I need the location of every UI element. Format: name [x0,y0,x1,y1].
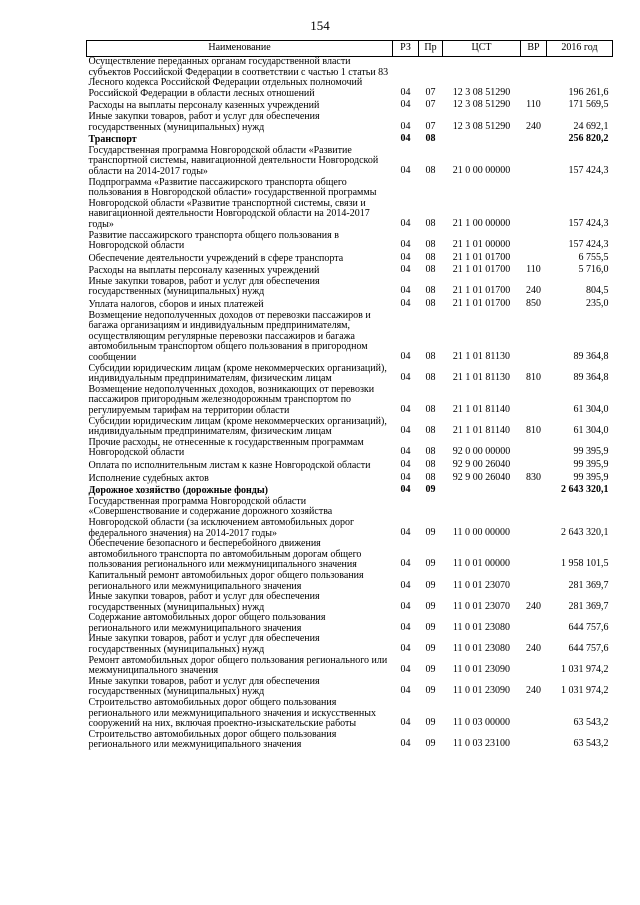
row-rz-cell: 04 [400,484,411,496]
table-row [87,364,613,385]
row-rz-cell: 04 [400,685,411,697]
row-rz-cell: 04 [400,86,411,98]
row-cst-cell: 11 0 01 23080 [452,643,511,655]
row-pr-cell: 09 [425,579,436,591]
row-vr-cell [521,730,547,751]
row-cst-cell: 11 0 01 23090 [452,685,511,697]
row-cst-cell: 21 1 01 01700 [452,285,511,297]
row-rz-cell: 04 [400,404,411,415]
row-pr-cell: 08 [425,298,436,310]
row-cst-cell: 11 0 01 23090 [452,664,511,676]
table-row [87,133,613,146]
row-vr-cell [521,133,547,146]
row-name-cell: Транспорт [88,134,137,146]
row-rz-cell: 04 [400,446,411,458]
row-amount-cell: 644 757,6 [568,621,609,633]
row-rz-cell: 04 [400,738,411,750]
row-name-cell: Расходы на выплаты персоналу казенных учреждений [88,100,320,112]
row-name-cell: Обеспечение безопасного и бесперебойного движения автомобильного транспорта по автомобильным дорогам общего пользования регионального или межмуниципального значения [88,538,362,571]
row-name-cell: Оплата по исполнительным листам к казне Новгородской области [88,459,371,471]
row-amount-cell: 157 424,3 [568,217,609,229]
table-body [87,57,613,752]
row-name-cell: Субсидии юридическим лицам (кроме некоммерческих организаций), индивидуальным предпринимателям, физическим лицам [88,415,387,438]
row-name-cell: Иные закупки товаров, работ и услуг для обеспечения государственных (муниципальных) нужд [88,675,320,698]
row-amount-cell: 804,5 [586,285,609,297]
page-number: 154 [310,18,330,33]
row-pr-cell: 09 [425,717,436,729]
row-vr-cell: 240 [526,643,541,655]
row-vr-cell: 240 [526,600,541,612]
row-cst-cell: 11 0 01 23070 [452,600,511,612]
row-amount-cell: 61 304,0 [573,425,609,437]
row-amount-cell: 281 369,7 [568,579,609,591]
row-cst-cell: 21 1 00 00000 [452,217,511,229]
row-pr-cell: 08 [425,446,436,458]
row-amount-cell: 99 395,9 [573,471,609,483]
row-cst-cell: 11 0 01 23080 [452,621,511,633]
row-amount-cell: 157 424,3 [568,239,609,251]
row-cst-cell: 11 0 03 23100 [452,738,511,750]
row-pr-cell: 09 [425,738,436,750]
row-amount-cell: 6 755,5 [578,251,609,263]
row-rz-cell: 04 [400,579,411,591]
table-row [87,252,613,265]
row-amount-cell: 171 569,5 [568,99,609,111]
row-pr-cell: 08 [425,264,436,276]
row-rz-cell: 04 [400,526,411,538]
row-vr-cell [521,178,547,231]
row-vr-cell [521,459,547,472]
row-pr-cell: 08 [425,164,436,176]
table-row [87,634,613,655]
row-name-cell: Иные закупки товаров, работ и услуг для обеспечения государственных (муниципальных) нужд [88,110,320,133]
table-row [87,57,613,100]
table-row [87,417,613,438]
row-cst-cell: 11 0 01 23070 [452,579,511,591]
row-pr-cell: 08 [425,239,436,251]
row-amount-cell: 1 031 974,2 [561,685,609,697]
row-pr-cell: 09 [425,484,436,496]
row-pr-cell: 08 [425,251,436,263]
row-amount-cell: 281 369,7 [568,600,609,612]
row-amount-cell: 644 757,6 [568,643,609,655]
row-rz-cell: 04 [400,621,411,633]
row-amount-cell: 63 543,2 [573,717,609,729]
table-row [87,112,613,133]
row-name-cell: Исполнение судебных актов [88,472,209,484]
row-rz-cell: 04 [400,717,411,729]
table-row [87,497,613,539]
row-amount-cell: 89 364,8 [573,372,609,384]
row-cst-cell: 21 1 01 01700 [452,251,511,263]
table-row [87,592,613,613]
row-pr-cell: 09 [425,664,436,676]
row-name-cell: Ремонт автомобильных дорог общего пользования регионального или межмуниципального значения [88,654,388,677]
row-cst-cell [443,133,521,146]
row-pr-cell: 09 [425,643,436,655]
row-pr-cell: 08 [425,351,436,363]
row-amount-cell: 2 643 320,1 [561,484,609,496]
row-pr-cell: 08 [425,471,436,483]
row-vr-cell [521,497,547,539]
row-vr-cell [521,571,547,592]
row-rz-cell: 04 [400,298,411,310]
row-cst-cell: 11 0 01 00000 [452,558,511,570]
row-name-cell: Субсидии юридическим лицам (кроме некоммерческих организаций), индивидуальным предпринимателям, физическим лицам [88,362,387,385]
row-cst-cell: 21 0 00 00000 [452,164,511,176]
table-header-row [87,41,613,57]
table-row [87,264,613,277]
row-pr-cell: 07 [425,120,436,132]
row-pr-cell: 09 [425,621,436,633]
row-rz-cell: 04 [400,471,411,483]
row-amount-cell: 99 395,9 [573,446,609,458]
row-vr-cell: 240 [526,120,541,132]
header-year: 2016 год [547,41,613,57]
row-cst-cell: 21 1 01 81130 [452,372,511,384]
row-pr-cell: 08 [425,458,436,470]
row-name-cell: Иные закупки товаров, работ и услуг для обеспечения государственных (муниципальных) нужд [88,591,320,613]
row-vr-cell [521,698,547,730]
table-row [87,613,613,634]
row-cst-cell: 21 1 01 01700 [452,264,511,276]
row-cst-cell: 92 9 00 26040 [452,471,511,483]
row-rz-cell: 04 [400,372,411,384]
row-cst-cell: 21 1 01 01700 [452,298,511,310]
table-row [87,311,613,364]
row-vr-cell: 240 [526,685,541,697]
row-rz-cell: 04 [400,164,411,176]
row-pr-cell: 09 [425,526,436,538]
table-row [87,698,613,730]
table-row [87,472,613,485]
row-name-cell: Капитальный ремонт автомобильных дорог общего пользования регионального или межмуниципального значения [88,569,364,592]
table-row [87,539,613,571]
row-vr-cell [521,385,547,417]
row-name-cell: Осуществление переданных органам государственной власти субъектов Российской Федерации в соответствии с частью 1 статьи 83 Лесного кодекса Российской Федерации отдельных полномочий Российской Федерации в области лесных отношений [88,56,389,99]
row-vr-cell [521,438,547,459]
table-row [87,277,613,298]
row-cst-cell: 12 3 08 51290 [452,120,511,132]
header-cst: ЦСТ [443,41,521,57]
row-amount-cell: 89 364,8 [573,351,609,363]
row-name-cell: Расходы на выплаты персоналу казенных учреждений [88,265,320,277]
row-vr-cell [521,231,547,252]
row-vr-cell [521,311,547,364]
row-cst-cell: 21 1 01 00000 [452,239,511,251]
table-row [87,146,613,178]
row-rz-cell: 04 [400,120,411,132]
row-vr-cell: 110 [526,99,541,111]
row-name-cell: Содержание автомобильных дорог общего пользования регионального или межмуниципального значения [88,612,326,634]
row-pr-cell: 08 [425,425,436,437]
row-name-cell: Государственная программа Новгородской области «Развитие транспортной системы, навигационной деятельности Новгородской области на 2014-2017 годы» [88,144,379,177]
row-name-cell: Иные закупки товаров, работ и услуг для обеспечения государственных (муниципальных) нужд [88,633,320,656]
row-vr-cell [521,146,547,178]
row-pr-cell: 09 [425,685,436,697]
row-rz-cell: 04 [400,99,411,111]
row-cst-cell: 11 0 03 00000 [452,717,511,729]
row-rz-cell: 04 [400,558,411,570]
row-pr-cell: 08 [425,217,436,229]
row-rz-cell: 04 [400,664,411,676]
row-vr-cell [521,57,547,100]
row-name-cell: Иные закупки товаров, работ и услуг для обеспечения государственных (муниципальных) нужд [88,275,320,298]
row-amount-cell: 1 031 974,2 [561,664,609,676]
row-cst-cell: 12 3 08 51290 [452,86,511,98]
row-vr-cell: 810 [526,425,541,437]
row-cst-cell [443,484,521,497]
row-rz-cell: 04 [400,425,411,437]
row-amount-cell: 2 643 320,1 [561,526,609,538]
header-name: Наименование [87,41,393,57]
row-cst-cell: 21 1 01 81130 [452,351,511,363]
row-cst-cell: 92 0 00 00000 [452,446,511,458]
row-name-cell: Возмещение недополученных доходов, возникающих от перевозки пассажиров пригородным железнодорожным транспортом по регулируемым тарифам на территории области [88,383,375,416]
row-pr-cell: 08 [425,372,436,384]
row-rz-cell: 04 [400,239,411,251]
row-vr-cell [521,252,547,265]
row-pr-cell: 09 [425,558,436,570]
row-pr-cell: 09 [425,600,436,612]
row-rz-cell: 04 [400,251,411,263]
row-vr-cell: 810 [526,372,541,384]
row-rz-cell: 04 [400,133,411,145]
row-name-cell: Строительство автомобильных дорог общего пользования регионального или межмуниципального значения и искусственных сооружений на них, включая проектно-изыскательские работы [88,697,376,730]
row-name-cell: Строительство автомобильных дорог общего пользования регионального или межмуниципального значения [88,728,337,751]
row-rz-cell: 04 [400,458,411,470]
header-pr: Пр [419,41,443,57]
header-vr: ВР [521,41,547,57]
row-cst-cell: 21 1 01 81140 [452,425,511,437]
row-name-cell: Дорожное хозяйство (дорожные фонды) [88,485,268,497]
row-amount-cell: 256 820,2 [568,133,609,145]
row-vr-cell [521,484,547,497]
row-pr-cell: 08 [425,285,436,297]
row-rz-cell: 04 [400,600,411,612]
row-pr-cell: 08 [425,404,436,415]
row-name-cell: Развитие пассажирского транспорта общего пользования в Новгородской области [88,229,339,252]
row-cst-cell: 92 9 00 26040 [452,458,511,470]
row-cst-cell: 11 0 00 00000 [452,526,511,538]
row-pr-cell: 07 [425,86,436,98]
row-amount-cell: 196 261,6 [568,86,609,98]
row-amount-cell: 63 543,2 [573,738,609,750]
row-name-cell: Возмещение недополученных доходов от перевозки пассажиров и багажа организациям и индивидуальным предпринимателям, осуществляющим регулярные перевозки пассажиров и багажа автомобильным транспортом общего пользования в пригородном сообщении [88,309,371,364]
table-row [87,298,613,311]
row-vr-cell: 240 [526,285,541,297]
row-vr-cell [521,656,547,677]
row-name-cell: Уплата налогов, сборов и иных платежей [88,299,264,311]
table-row [87,385,613,417]
row-name-cell: Государственная программа Новгородской области «Совершенствование и содержание дорожного хозяйства Новгородской области (за исключением автомобильных дорог федерального значения) на 2014-2017 годы» [88,495,355,539]
header-rz: РЗ [393,41,419,57]
row-vr-cell: 830 [526,471,541,483]
row-cst-cell: 12 3 08 51290 [452,99,511,111]
row-amount-cell: 99 395,9 [573,458,609,470]
table-row [87,459,613,472]
row-rz-cell: 04 [400,351,411,363]
table-row [87,677,613,698]
row-vr-cell [521,539,547,571]
table-row [87,730,613,751]
table-row [87,484,613,497]
table-row [87,231,613,252]
row-vr-cell [521,613,547,634]
row-amount-cell: 24 692,1 [573,120,609,132]
row-cst-cell: 21 1 01 81140 [452,404,511,415]
row-amount-cell: 1 958 101,5 [561,558,609,570]
row-amount-cell: 157 424,3 [568,164,609,176]
row-rz-cell: 04 [400,285,411,297]
table-row [87,438,613,459]
row-rz-cell: 04 [400,217,411,229]
table-row [87,656,613,677]
table-row [87,178,613,231]
budget-table [86,40,613,751]
row-pr-cell: 07 [425,99,436,111]
row-amount-cell: 5 716,0 [578,264,609,276]
row-rz-cell: 04 [400,264,411,276]
row-name-cell: Обеспечение деятельности учреждений в сфере транспорта [88,252,344,264]
row-pr-cell: 08 [425,133,436,145]
row-rz-cell: 04 [400,643,411,655]
row-name-cell: Подпрограмма «Развитие пассажирского транспорта общего пользования в Новгородской области» государственной программы Новгородской области «Развитие транспортной системы, связи и навигационной деятельности Новгородской области на 2014-2017 годы» [88,176,377,230]
row-name-cell: Прочие расходы, не отнесенные к государственным программам Новгородской области [88,436,364,459]
row-vr-cell: 110 [526,264,541,276]
row-amount-cell: 235,0 [586,298,609,310]
table-row [87,571,613,592]
row-vr-cell: 850 [526,298,541,310]
row-amount-cell: 61 304,0 [573,404,609,415]
